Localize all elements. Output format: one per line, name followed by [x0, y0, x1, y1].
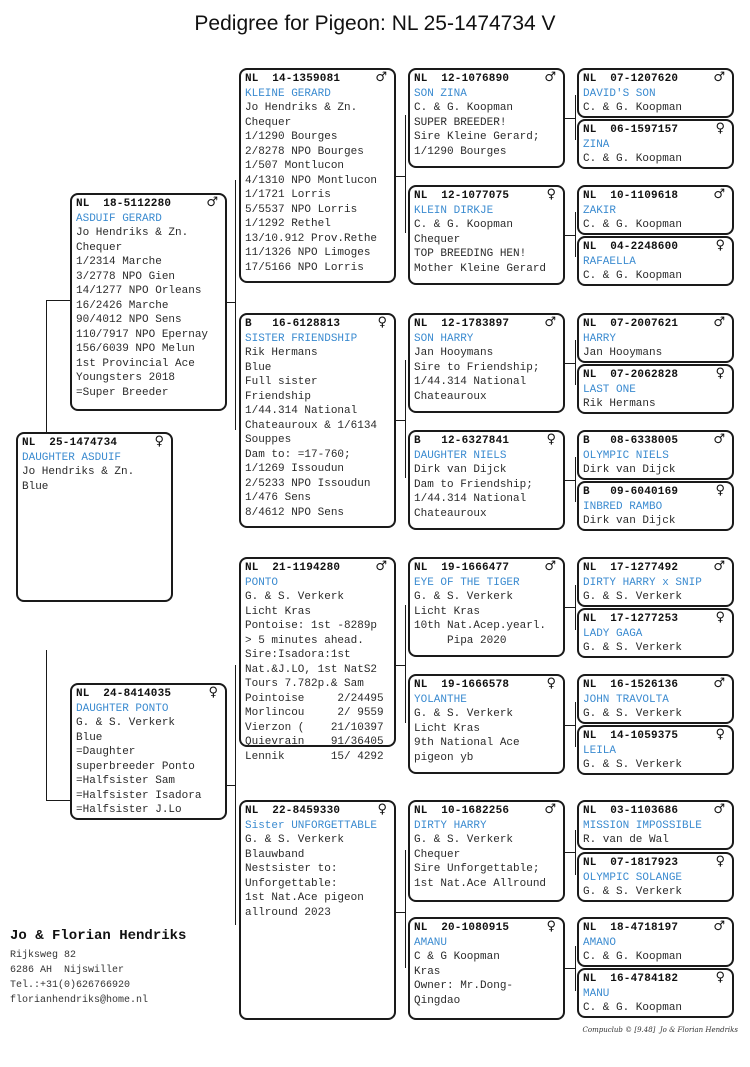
ring-number: NL 21-1194280 [245, 562, 341, 574]
pigeon-name[interactable]: YOLANTHE [414, 693, 467, 706]
breeder-name: Jo Hendriks & Zn. [76, 227, 189, 239]
breeder-name: G. & S. Verkerk [76, 717, 176, 729]
female-symbol-icon: ♀ [546, 919, 556, 934]
pigeon-note: 1st Nat.Ace Allround [414, 877, 547, 890]
pigeon-name[interactable]: RAFAELLA [583, 255, 636, 268]
pigeon-name[interactable]: DAUGHTER ASDUIF [22, 451, 122, 464]
pigeon-name[interactable]: KLEINE GERARD [245, 87, 331, 100]
pigeon-note: 1/1290 Bourges [414, 145, 507, 158]
breeder-name: Jo Hendriks & Zn. [245, 102, 358, 114]
connector [575, 212, 576, 257]
pigeon-note: =Halfsister J.Lo [76, 804, 182, 816]
pigeon-note: Blauwband [245, 848, 305, 861]
male-symbol-icon: ♂ [713, 187, 725, 202]
connector [396, 665, 405, 666]
pigeon-card-sdds[interactable] [577, 430, 734, 480]
pigeon-name[interactable]: LEILA [583, 744, 617, 757]
pigeon-name[interactable]: INBRED RAMBO [583, 500, 663, 513]
pigeon-name[interactable]: EYE OF THE TIGER [414, 576, 520, 589]
pigeon-note: 2/5233 NPO Issoudun [245, 477, 371, 490]
ring-number: NL 04-2248600 [583, 241, 679, 253]
pigeon-note: Dam to: =17-760; [245, 448, 351, 461]
breeder-name: C. & G. Koopman [583, 1002, 683, 1014]
pigeon-name[interactable]: MISSION IMPOSSIBLE [583, 819, 702, 832]
male-symbol-icon: ♂ [713, 919, 725, 934]
pigeon-card-sire-sire[interactable] [239, 68, 396, 283]
owner-block [10, 928, 186, 1008]
breeder-name: C. & G. Koopman [583, 102, 683, 114]
pigeon-note: Sire Unforgettable; [414, 863, 540, 875]
pigeon-note: Friendship [245, 390, 312, 403]
pigeon-note: =Super Breeder [76, 386, 169, 399]
pigeon-note: Quievrain 91/36405 [245, 736, 384, 748]
female-symbol-icon: ♀ [546, 187, 556, 202]
pigeon-note: > 5 minutes ahead. [245, 634, 364, 647]
pigeon-name[interactable]: SON HARRY [414, 332, 474, 345]
pigeon-note: 16/2426 Marche [76, 299, 169, 312]
female-symbol-icon: ♀ [154, 434, 164, 449]
pigeon-note: 14/1277 NPO Orleans [76, 285, 202, 297]
pigeon-note: Nat.&J.LO, 1st NatS2 [245, 663, 378, 676]
pigeon-note: 1/1269 Issoudun [245, 463, 345, 475]
pigeon-name[interactable]: DAVID'S SON [583, 87, 656, 100]
pigeon-note: Licht Kras [245, 605, 312, 618]
pigeon-note: TOP BREEDING HEN! [414, 248, 527, 260]
ring-number: B 12-6327841 [414, 435, 510, 447]
pigeon-note: Blue [22, 480, 49, 493]
pigeon-card-dsds[interactable] [577, 674, 734, 724]
connector [575, 702, 576, 747]
pigeon-name[interactable]: ASDUIF GERARD [76, 212, 162, 225]
pigeon-name[interactable]: AMANU [414, 936, 448, 949]
pigeon-card-ssss[interactable] [577, 68, 734, 118]
ring-number: NL 22-8459330 [245, 805, 341, 817]
connector [575, 95, 576, 140]
breeder-name: G. & S. Verkerk [414, 834, 514, 846]
pigeon-card-sddd[interactable] [577, 481, 734, 531]
connector [396, 176, 405, 177]
connector [46, 300, 70, 301]
connector [565, 480, 575, 481]
connector [46, 800, 70, 801]
pigeon-note: Chequer [245, 116, 292, 129]
pigeon-note: 3/2778 NPO Gien [76, 270, 176, 283]
connector [575, 830, 576, 875]
connector [575, 585, 576, 630]
pigeon-note: Sire to Friendship; [414, 361, 540, 374]
ring-number: NL 10-1682256 [414, 805, 510, 817]
pigeon-card-dam-sire[interactable] [239, 557, 396, 763]
female-symbol-icon: ♀ [715, 483, 725, 498]
pigeon-card-dddd[interactable] [577, 968, 734, 1018]
breeder-name: Jo Hendriks & Zn. [22, 466, 135, 478]
pigeon-note: Chequer [414, 848, 461, 861]
pigeon-card-sds[interactable] [408, 313, 565, 413]
female-symbol-icon: ♀ [715, 610, 725, 625]
connector [235, 180, 236, 430]
pigeon-name[interactable]: Sister UNFORGETTABLE [245, 819, 378, 832]
breeder-name: C. & G. Koopman [583, 219, 683, 231]
pigeon-note: Licht Kras [414, 722, 481, 735]
pigeon-name[interactable]: JOHN TRAVOLTA [583, 693, 669, 706]
connector [575, 457, 576, 502]
pigeon-card-dam-dam[interactable] [239, 800, 396, 1020]
pigeon-note: 110/7917 NPO Epernay [76, 328, 209, 341]
pigeon-card-sdsd[interactable] [577, 364, 734, 414]
breeder-name: G. & S. Verkerk [583, 591, 683, 603]
connector [46, 650, 47, 800]
pigeon-note: 17/5166 NPO Lorris [245, 261, 364, 274]
pigeon-note: Souppes [245, 434, 292, 446]
female-symbol-icon: ♀ [208, 685, 218, 700]
breeder-name: G. & S. Verkerk [245, 591, 345, 603]
connector [565, 607, 575, 608]
breeder-name: C. & G. Koopman [583, 153, 683, 165]
breeder-name: Dirk van Dijck [583, 515, 676, 527]
pigeon-card-ddss[interactable] [577, 800, 734, 850]
pigeon-note: 1/44.314 National [414, 493, 527, 505]
ring-number: NL 19-1666477 [414, 562, 510, 574]
breeder-name: C. & G. Koopman [414, 102, 514, 114]
ring-number: NL 16-1526136 [583, 679, 679, 691]
female-symbol-icon: ♀ [546, 676, 556, 691]
pigeon-note: 156/6039 NPO Melun [76, 343, 195, 355]
pigeon-card-sire-dam[interactable] [239, 313, 396, 528]
male-symbol-icon: ♂ [713, 676, 725, 691]
breeder-name: G. & S. Verkerk [583, 886, 683, 898]
connector [565, 118, 575, 119]
ring-number: NL 10-1109618 [583, 190, 679, 202]
pigeon-note: 1/2314 Marche [76, 256, 162, 268]
pigeon-name[interactable]: OLYMPIC SOLANGE [583, 871, 683, 884]
pigeon-card-sdss[interactable] [577, 313, 734, 363]
owner-phone: Tel.:+31(0)626766920 [10, 980, 131, 991]
ring-number: NL 18-4718197 [583, 922, 679, 934]
pigeon-note: Pontoise: 1st -8289p [245, 620, 378, 632]
male-symbol-icon: ♂ [713, 70, 725, 85]
pigeon-note: 1/1721 Lorris [245, 189, 331, 201]
pigeon-note: Blue [245, 361, 272, 374]
pigeon-note: 1/507 Montlucon [245, 160, 345, 172]
male-symbol-icon: ♂ [544, 802, 556, 817]
ring-number: NL 16-4784182 [583, 973, 679, 985]
pigeon-card-ddds[interactable] [577, 917, 734, 967]
pigeon-note: Sire:Isadora:1st [245, 649, 351, 661]
pigeon-note: Pipa 2020 [414, 634, 507, 647]
pigeon-name[interactable]: SISTER FRIENDSHIP [245, 332, 358, 345]
pigeon-name[interactable]: KLEIN DIRKJE [414, 204, 494, 217]
pigeon-name[interactable]: MANU [583, 987, 610, 1000]
pigeon-name[interactable]: DIRTY HARRY [414, 819, 487, 832]
pigeon-name[interactable]: DAUGHTER PONTO [76, 702, 169, 715]
pigeon-name[interactable]: PONTO [245, 576, 279, 589]
pigeon-note: 1/1292 Rethel [245, 218, 331, 230]
breeder-name: G. & S. Verkerk [583, 642, 683, 654]
connector [405, 850, 406, 968]
pigeon-card-dsss[interactable] [577, 557, 734, 607]
pigeon-name[interactable]: HARRY [583, 332, 617, 345]
breeder-name: G. & S. Verkerk [414, 708, 514, 720]
pigeon-note: Dam to Friendship; [414, 478, 533, 491]
ring-number: NL 17-1277253 [583, 613, 679, 625]
ring-number: NL 07-1817923 [583, 857, 679, 869]
pigeon-note: Lennik 15/ 4292 [245, 750, 384, 763]
female-symbol-icon: ♀ [546, 432, 556, 447]
pigeon-note: 8/4612 NPO Sens [245, 506, 345, 519]
breeder-name: Rik Hermans [245, 347, 318, 359]
pigeon-note: 1st Nat.Ace pigeon [245, 892, 364, 904]
breeder-name: Jan Hooymans [414, 347, 494, 359]
pigeon-note: Blue [76, 731, 103, 744]
pigeon-name[interactable]: DAUGHTER NIELS [414, 449, 507, 462]
pigeon-note: 1/1290 Bourges [245, 131, 338, 143]
ring-number: NL 14-1359081 [245, 73, 341, 85]
ring-number: NL 12-1076890 [414, 73, 510, 85]
pigeon-note: Kras [414, 965, 441, 978]
ring-number: NL 25-1474734 [22, 437, 118, 449]
ring-number: NL 24-8414035 [76, 688, 172, 700]
connector [575, 946, 576, 991]
female-symbol-icon: ♀ [715, 238, 725, 253]
owner-email[interactable]: florianhendriks@home.nl [10, 995, 149, 1006]
pigeon-note: Chateauroux [414, 390, 487, 403]
male-symbol-icon: ♂ [206, 195, 218, 210]
pigeon-note: Sire Kleine Gerard; [414, 131, 540, 143]
male-symbol-icon: ♂ [375, 70, 387, 85]
male-symbol-icon: ♂ [544, 315, 556, 330]
pigeon-card-ddsd[interactable] [577, 852, 734, 902]
pigeon-note: Tours 7.782p.& Sam [245, 678, 364, 690]
pigeon-card-dam[interactable] [70, 683, 227, 820]
pigeon-note: Vierzon ( 21/10397 [245, 721, 384, 734]
ring-number: B 09-6040169 [583, 486, 679, 498]
ring-number: B 08-6338005 [583, 435, 679, 447]
owner-name: Jo & Florian Hendriks [10, 928, 187, 944]
ring-number: NL 19-1666578 [414, 679, 510, 691]
female-symbol-icon: ♀ [715, 854, 725, 869]
pigeon-name[interactable]: SON ZINA [414, 87, 467, 100]
pigeon-name[interactable]: DIRTY HARRY x SNIP [583, 576, 702, 589]
pigeon-note: 90/4012 NPO Sens [76, 314, 182, 326]
pigeon-card-ssd[interactable] [408, 185, 565, 285]
pigeon-note: Licht Kras [414, 605, 481, 618]
male-symbol-icon: ♂ [375, 559, 387, 574]
pigeon-card-sssd[interactable] [577, 119, 734, 169]
pigeon-note: superbreeder Ponto [76, 760, 195, 773]
female-symbol-icon: ♀ [715, 366, 725, 381]
pigeon-name[interactable]: AMANO [583, 936, 617, 949]
pigeon-note: 13/10.912 Prov.Rethe [245, 232, 378, 245]
connector [405, 115, 406, 233]
pigeon-card-dsdd[interactable] [577, 725, 734, 775]
connector [565, 968, 575, 969]
pigeon-note: Youngsters 2018 [76, 372, 176, 384]
pigeon-card-ddd[interactable] [408, 917, 565, 1020]
pigeon-name[interactable]: ZINA [583, 138, 610, 151]
pigeon-note: Pointoise 2/24495 [245, 692, 384, 705]
ring-number: NL 07-2062828 [583, 369, 679, 381]
pigeon-note: Chequer [76, 241, 123, 254]
breeder-name: C & G Koopman [414, 951, 500, 963]
ring-number: NL 14-1059375 [583, 730, 679, 742]
connector [565, 235, 575, 236]
pigeon-note: 11/1326 NPO Limoges [245, 247, 371, 259]
male-symbol-icon: ♂ [544, 559, 556, 574]
connector [405, 360, 406, 478]
breeder-name: C. & G. Koopman [414, 219, 514, 231]
connector [565, 725, 575, 726]
female-symbol-icon: ♀ [715, 727, 725, 742]
female-symbol-icon: ♀ [377, 315, 387, 330]
pigeon-note: Unforgettable: [245, 877, 338, 890]
connector [565, 363, 575, 364]
pigeon-note: Chateauroux & 1/6134 [245, 419, 378, 432]
pigeon-note: 10th Nat.Acep.yearl. [414, 620, 547, 632]
pigeon-note: 5/5537 NPO Lorris [245, 203, 358, 216]
female-symbol-icon: ♀ [377, 802, 387, 817]
ring-number: NL 06-1597157 [583, 124, 679, 136]
female-symbol-icon: ♀ [715, 970, 725, 985]
pigeon-note: 2/8278 NPO Bourges [245, 145, 364, 158]
pigeon-card-ssds[interactable] [577, 185, 734, 235]
pigeon-card-dss[interactable] [408, 557, 565, 657]
ring-number: NL 20-1080915 [414, 922, 510, 934]
pigeon-note: =Halfsister Isadora [76, 789, 202, 802]
ring-number: NL 03-1103686 [583, 805, 679, 817]
pigeon-note: 1/44.314 National [414, 376, 527, 388]
breeder-name: G. & S. Verkerk [414, 591, 514, 603]
connector [405, 605, 406, 723]
owner-city: 6286 AH Nijswiller [10, 965, 125, 976]
pigeon-card-dds[interactable] [408, 800, 565, 902]
owner-address: Rijksweg 82 [10, 950, 77, 961]
pigeon-note: 9th National Ace [414, 737, 520, 749]
pigeon-note: 1/44.314 National [245, 405, 358, 417]
pigeon-note: Full sister [245, 376, 318, 388]
breeder-name: Rik Hermans [583, 398, 656, 410]
connector [396, 420, 405, 421]
female-symbol-icon: ♀ [715, 121, 725, 136]
pigeon-card-dsd[interactable] [408, 674, 565, 774]
ring-number: NL 12-1077075 [414, 190, 510, 202]
pigeon-card-ssdd[interactable] [577, 236, 734, 286]
ring-number: NL 18-5112280 [76, 198, 172, 210]
breeder-name: C. & G. Koopman [583, 270, 683, 282]
connector [575, 340, 576, 385]
breeder-name: R. van de Wal [583, 834, 669, 846]
connector [46, 300, 47, 432]
pigeon-note: 4/1310 NPO Montlucon [245, 174, 378, 187]
pigeon-note: =Daughter [76, 746, 136, 758]
male-symbol-icon: ♂ [713, 315, 725, 330]
male-symbol-icon: ♂ [713, 802, 725, 817]
pigeon-name[interactable]: LAST ONE [583, 383, 636, 396]
connector [396, 912, 405, 913]
page-title: Pedigree for Pigeon: NL 25-1474734 V [194, 12, 556, 35]
pigeon-note: =Halfsister Sam [76, 775, 176, 787]
ring-number: B 16-6128813 [245, 318, 341, 330]
pigeon-card-sdd[interactable] [408, 430, 565, 530]
pigeon-name[interactable]: ZAKIR [583, 204, 617, 217]
connector [235, 665, 236, 925]
breeder-name: Dirk van Dijck [583, 464, 676, 476]
ring-number: NL 07-2007621 [583, 318, 679, 330]
pigeon-name[interactable]: OLYMPIC NIELS [583, 449, 669, 462]
pigeon-note: Chateauroux [414, 507, 487, 520]
male-symbol-icon: ♂ [713, 432, 725, 447]
pigeon-note: Qingdao [414, 994, 461, 1007]
pigeon-note: 1/476 Sens [245, 492, 312, 504]
pigeon-note: 1st Provincial Ace [76, 357, 195, 370]
male-symbol-icon: ♂ [713, 559, 725, 574]
pigeon-card-sss[interactable] [408, 68, 565, 168]
pigeon-card-sire[interactable] [70, 193, 227, 411]
breeder-name: G. & S. Verkerk [583, 759, 683, 771]
breeder-name: G. & S. Verkerk [245, 834, 345, 846]
pigeon-name[interactable]: LADY GAGA [583, 627, 643, 640]
ring-number: NL 07-1207620 [583, 73, 679, 85]
pigeon-note: allround 2023 [245, 906, 331, 919]
pigeon-note: Owner: Mr.Dong- [414, 980, 514, 992]
pigeon-note: Nestsister to: [245, 863, 338, 875]
pigeon-note: Chequer [414, 233, 461, 246]
breeder-name: G. & S. Verkerk [583, 708, 683, 720]
ring-number: NL 12-1783897 [414, 318, 510, 330]
ring-number: NL 17-1277492 [583, 562, 679, 574]
pigeon-note: pigeon yb [414, 751, 474, 764]
male-symbol-icon: ♂ [544, 70, 556, 85]
breeder-name: Dirk van Dijck [414, 464, 507, 476]
connector [565, 852, 575, 853]
pigeon-card-subject[interactable] [16, 432, 173, 602]
pigeon-note: Morlincou 2/ 9559 [245, 707, 384, 719]
pigeon-note: Mother Kleine Gerard [414, 262, 547, 275]
pigeon-note: SUPER BREEDER! [414, 116, 507, 129]
breeder-name: Jan Hooymans [583, 347, 663, 359]
footer-credit: Compuclub © [9.48] Jo & Florian Hendriks [582, 1026, 738, 1034]
breeder-name: C. & G. Koopman [583, 951, 683, 963]
pigeon-card-dssd[interactable] [577, 608, 734, 658]
